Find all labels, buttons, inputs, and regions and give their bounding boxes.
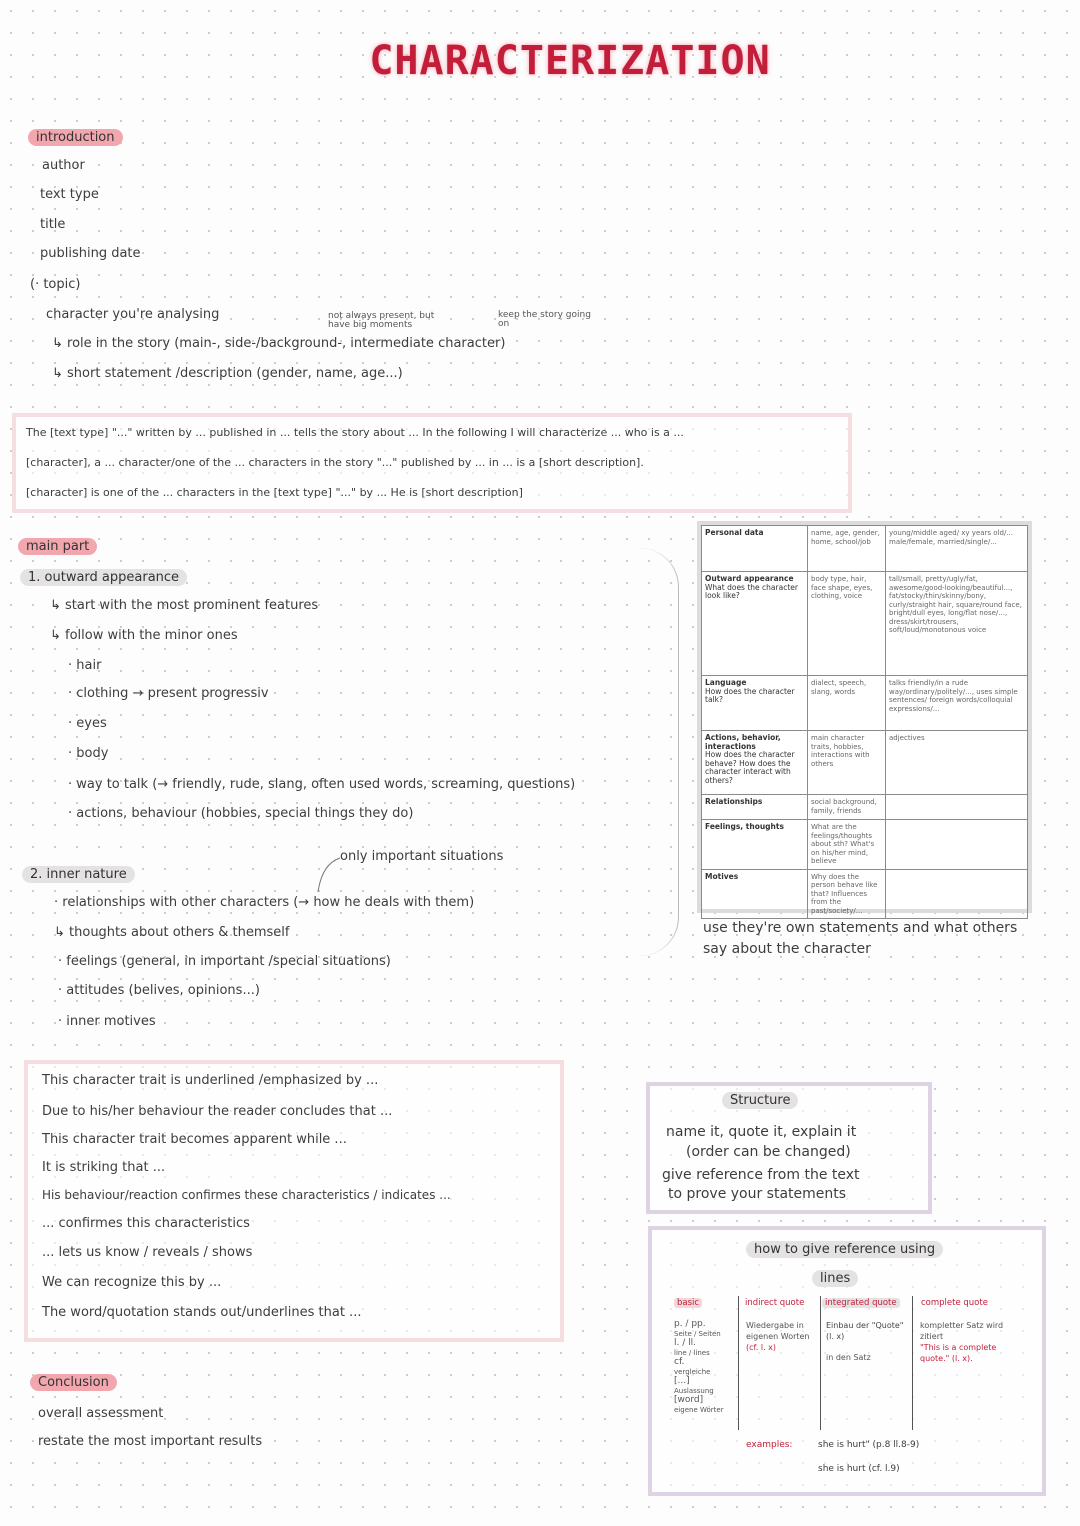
table-row <box>702 572 1028 676</box>
col-basic: basic <box>674 1298 702 1308</box>
example-2: she is hurt (cf. l.9) <box>818 1464 900 1474</box>
basic-item: [...] <box>674 1376 690 1386</box>
basic-item: p. / pp. <box>674 1319 706 1329</box>
structure-line-4: to prove your statements <box>668 1186 847 1202</box>
conclusion-item-restate: restate the most important results <box>38 1434 263 1449</box>
table-cell: main character traits, hobbies, interactions with others <box>808 731 886 795</box>
outward-item-way-to-talk: · way to talk (→ friendly, rude, slang, often used words, screaming, questions) <box>68 777 576 792</box>
conclusion-item-assessment: overall assessment <box>38 1406 164 1421</box>
note-not-always-present: not always present, but have big moments <box>328 311 435 330</box>
table-head-cell: Actions, behavior, interactions How does the character behave? How does the character interact with others? <box>702 731 808 795</box>
integrated-column <box>826 1320 910 1363</box>
basic-item: eigene Wörter <box>674 1405 724 1414</box>
intro-item-character: character you're analysing <box>46 307 220 322</box>
table-cell <box>886 820 1028 870</box>
table-cell: What are the feelings/thoughts about sth? What's on his/her mind, believe <box>808 820 886 870</box>
col-indirect-quote: indirect quote <box>745 1298 805 1308</box>
introduction-label: introduction <box>28 129 123 146</box>
arrow-curve-icon <box>300 852 345 897</box>
basic-item: Seite / Seiten <box>674 1329 721 1338</box>
note-keep-story: keep the story going on <box>498 310 591 329</box>
table-cell <box>886 869 1028 919</box>
complete-item: kompletter Satz wird zitiert <box>920 1321 1004 1341</box>
complete-item: "This is a complete quote." (l. x). <box>920 1343 997 1363</box>
table-head-cell: Language How does the character talk? <box>702 676 808 731</box>
note-only-important: only important situations <box>340 849 504 864</box>
intro-sentence-3: [character] is one of the ... characters in the [text type] "..." by ... He is [short description] <box>26 486 523 499</box>
divider-line <box>738 1296 739 1430</box>
table-row <box>702 731 1028 795</box>
page-title: CHARACTERIZATION <box>369 38 771 84</box>
inner-item-attitudes: · attitudes (belives, opinions...) <box>58 983 260 998</box>
structure-line-1: name it, quote it, explain it <box>666 1124 857 1140</box>
intro-item-title: title <box>40 217 66 232</box>
intro-short-statement: ↳ short statement /description (gender, name, age...) <box>52 366 403 381</box>
outward-item-body: · body <box>68 746 109 761</box>
phrase-7: ... lets us know / reveals / shows <box>42 1245 253 1260</box>
inner-item-thoughts: ↳ thoughts about others & themself <box>54 925 290 940</box>
table-row <box>702 676 1028 731</box>
indirect-item: (cf. l. x) <box>746 1343 777 1352</box>
table-cell: Why does the person behave like that? Influences from the past/society/... <box>808 869 886 919</box>
examples-label: examples: <box>746 1440 793 1450</box>
main-part-label: main part <box>18 538 97 555</box>
phrase-4: It is striking that ... <box>42 1160 166 1175</box>
table-row <box>702 795 1028 820</box>
table-cell <box>886 795 1028 820</box>
outward-item-eyes: · eyes <box>68 716 107 731</box>
intro-sentence-1: The [text type] "..." written by ... published in ... tells the story about ... In the following I will characterize ... who is a ... <box>26 426 684 439</box>
basic-item: l. / ll. <box>674 1338 696 1348</box>
phrase-5: His behaviour/reaction confirmes these characteristics / indicates ... <box>42 1188 451 1202</box>
divider-line <box>820 1296 821 1430</box>
integrated-item: Einbau der "Quote" (l. x) <box>826 1321 904 1341</box>
reference-label-1: how to give reference using <box>746 1241 943 1258</box>
intro-role: ↳ role in the story (main-, side-/background-, intermediate character) <box>52 336 506 351</box>
basic-item: cf. <box>674 1357 685 1367</box>
inner-item-motives: · inner motives <box>58 1014 156 1029</box>
basic-column <box>674 1320 736 1415</box>
integrated-item: in den Satz <box>826 1353 871 1362</box>
table-row <box>702 820 1028 870</box>
phrase-2: Due to his/her behaviour the reader concludes that ... <box>42 1104 393 1119</box>
reference-label-2: lines <box>812 1270 858 1287</box>
intro-item-publishing-date: publishing date <box>40 246 141 261</box>
basic-item: line / lines <box>674 1348 710 1357</box>
basic-item: Auslassung <box>674 1386 714 1395</box>
outward-item-hair: · hair <box>68 658 102 673</box>
brace-divider <box>640 548 679 956</box>
table-head-cell: Personal data <box>702 526 808 572</box>
example-1: she is hurt" (p.8 ll.8-9) <box>818 1440 920 1450</box>
inner-item-relationships: · relationships with other characters (→ how he deals with them) <box>54 895 475 910</box>
intro-item-text-type: text type <box>40 187 99 202</box>
table-row <box>702 869 1028 919</box>
phrase-8: We can recognize this by ... <box>42 1275 222 1290</box>
intro-item-author: author <box>42 158 85 173</box>
structure-line-3: give reference from the text <box>662 1167 860 1183</box>
table-cell: social background, family, friends <box>808 795 886 820</box>
structure-label: Structure <box>722 1092 798 1109</box>
indirect-column <box>746 1320 816 1353</box>
table-cell: name, age, gender, home, school/job <box>808 526 886 572</box>
basic-item: [word] <box>674 1395 704 1405</box>
table-row <box>702 526 1028 572</box>
divider-line <box>912 1296 913 1430</box>
table-cell: body type, hair, face shape, eyes, clothing, voice <box>808 572 886 676</box>
col-complete-quote: complete quote <box>921 1298 988 1308</box>
outward-item-clothing: · clothing → present progressiv <box>68 686 269 701</box>
structure-line-2: (order can be changed) <box>686 1144 851 1160</box>
col-integrated-quote: integrated quote <box>822 1298 900 1308</box>
table-cell: adjectives <box>886 731 1028 795</box>
table-head-cell: Outward appearance What does the character look like? <box>702 572 808 676</box>
basic-item: vergleiche <box>674 1367 711 1376</box>
outward-item-minor: ↳ follow with the minor ones <box>50 628 238 643</box>
table-cell: dialect, speech, slang, words <box>808 676 886 731</box>
table-cell: young/middle aged/ xy years old/... male/female, married/single/... <box>886 526 1028 572</box>
outward-item-actions: · actions, behaviour (hobbies, special things they do) <box>68 806 414 821</box>
intro-sentence-2: [character], a ... character/one of the ... characters in the story "..." published by ... in ... is a [short description]. <box>26 456 644 469</box>
table-note: use they're own statements and what others say about the character <box>703 920 1018 957</box>
table-head-cell: Feelings, thoughts <box>702 820 808 870</box>
phrase-6: ... confirmes this characteristics <box>42 1216 250 1231</box>
characterization-table <box>697 521 1032 913</box>
table-cell: tall/small, pretty/ugly/fat, awesome/good-looking/beautiful..., fat/stocky/thin/skinny/bony, curly/straight hair, square/round face, bright/dull eyes, long/flat nose/..., dress/skirt/trousers, soft/loud/monotonous voice <box>886 572 1028 676</box>
conclusion-label: Conclusion <box>30 1374 117 1391</box>
table-cell: talks friendly/in a rude way/ordinary/politely/..., uses simple sentences/ foreign words/colloquial expressions/... <box>886 676 1028 731</box>
complete-column <box>920 1320 1010 1364</box>
phrase-3: This character trait becomes apparent while ... <box>42 1132 347 1147</box>
phrase-9: The word/quotation stands out/underlines that ... <box>42 1305 362 1320</box>
outward-item-prominent: ↳ start with the most prominent features <box>50 598 319 613</box>
intro-item-topic: (· topic) <box>30 277 81 292</box>
table-head-cell: Relationships <box>702 795 808 820</box>
indirect-item: Wiedergabe in eigenen Worten <box>746 1321 810 1341</box>
inner-nature-label: 2. inner nature <box>22 866 135 883</box>
phrase-1: This character trait is underlined /emphasized by ... <box>42 1073 379 1088</box>
inner-item-feelings: · feelings (general, in important /special situations) <box>58 954 391 969</box>
table-head-cell: Motives <box>702 869 808 919</box>
outward-appearance-label: 1. outward appearance <box>20 569 187 586</box>
